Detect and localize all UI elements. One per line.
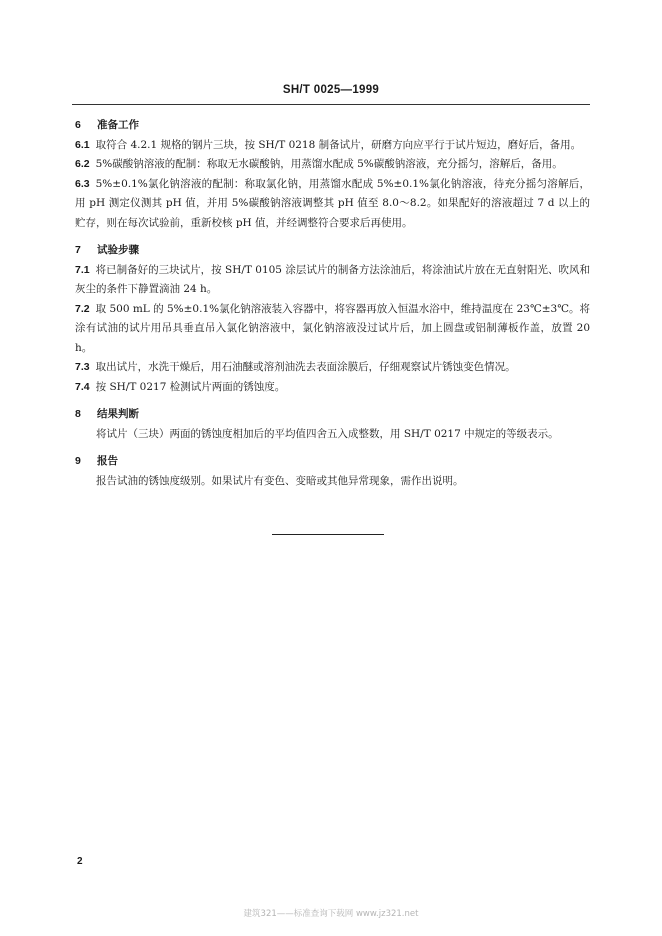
clause-number: 7.2 — [75, 302, 90, 315]
section-number: 8 — [75, 408, 81, 420]
clause-text: 取符合 4.2.1 规格的钢片三块，按 SH/T 0218 制备试片，研磨方向应平行于试片短边，磨好后，备用。 — [95, 138, 582, 151]
clause-text: 5%±0.1%氯化钠溶液的配制：称取氯化钠，用蒸馏水配成 5%±0.1%氯化钠溶液，待充分摇匀溶解后，用 pH 测定仪测其 pH 值，并用 5%碳酸钠溶液调整其 pH 值至 8.0～8.2。如果配好的溶液超过 7 d 以上的贮存，则在每次试验前，重新校核 pH 值，并经调整符合要求后再使用。 — [75, 177, 590, 229]
section-number: 9 — [75, 455, 81, 467]
clause-number: 7.3 — [75, 361, 90, 373]
clause-text: 取出试片，水洗干燥后，用石油醚或溶剂油洗去表面涂膜后，仔细观察试片锈蚀变色情况。 — [95, 361, 516, 373]
clause-text: 将已制备好的三块试片，按 SH/T 0105 涂层试片的制备方法涂油后，将涂油试片放在无直射阳光、吹风和灰尘的条件下静置滴油 24 h。 — [75, 263, 590, 295]
section-title: 试验步骤 — [97, 244, 139, 256]
section-number: 6 — [75, 119, 81, 131]
clause-9-text: 报告试油的锈蚀度级别。如果试片有变色、变暗或其他异常现象，需作出说明。 — [96, 474, 464, 487]
clause-text: 取 500 mL 的 5%±0.1%氯化钠溶液装入容器中，将容器再放入恒温水浴中，维持温度在 23℃±3℃。将涂有试油的试片用吊具垂直吊入氯化钠溶液中，氯化钠溶液没过试片后，加上圆盘或铝制薄板作盖，放置 20 h。 — [75, 302, 590, 354]
clause-number: 7.1 — [75, 263, 90, 276]
end-of-document-rule — [272, 534, 384, 535]
document-header: SH/T 0025—1999 — [282, 84, 380, 96]
section-title: 报告 — [97, 455, 118, 467]
clause-number: 7.4 — [75, 380, 90, 393]
section-6-heading — [75, 116, 590, 136]
clause-text: 5%碳酸钠溶液的配制：称取无水碳酸钠，用蒸馏水配成 5%碳酸钠溶液，充分摇匀，溶解后，备用。 — [95, 158, 563, 170]
clause-8-text: 将试片（三块）两面的锈蚀度相加后的平均值四舍五入成整数，用 SH/T 0217 中规定的等级表示。 — [96, 427, 559, 440]
watermark: 建筑321——标准查询下载网 www.jz321.net — [243, 909, 419, 919]
clause-6-1 — [75, 136, 590, 156]
clause-7-4 — [75, 378, 590, 398]
clause-number: 6.1 — [75, 138, 90, 151]
header-divider — [72, 104, 590, 105]
page-number: 2 — [77, 856, 83, 867]
section-title: 结果判断 — [97, 408, 139, 420]
section-9-heading — [75, 452, 590, 472]
clause-6-2 — [75, 155, 590, 175]
clause-number: 6.3 — [75, 177, 90, 190]
clause-number: 6.2 — [75, 158, 90, 170]
section-8-heading — [75, 405, 590, 425]
clause-7-2 — [75, 300, 590, 359]
clause-text: 按 SH/T 0217 检测试片两面的锈蚀度。 — [95, 380, 286, 393]
section-number: 7 — [75, 244, 81, 256]
section-title: 准备工作 — [97, 119, 139, 131]
document-body — [75, 113, 590, 491]
section-7-heading — [75, 241, 590, 261]
clause-7-3 — [75, 358, 590, 378]
clause-7-1 — [75, 261, 590, 300]
clause-6-3 — [75, 175, 590, 234]
